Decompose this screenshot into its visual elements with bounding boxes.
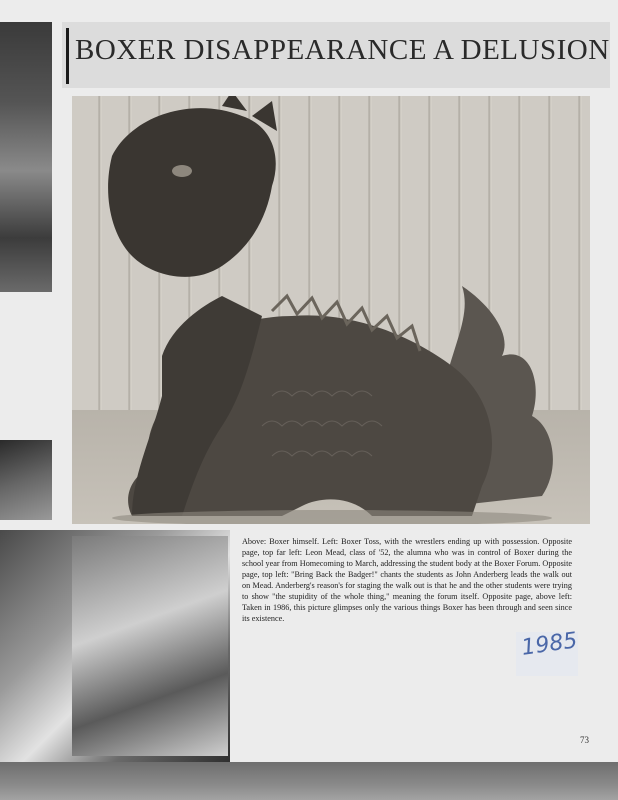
photo-caption: Above: Boxer himself. Left: Boxer Toss, with the wrestlers ending up with possession. Opposite page, top far left: Leon Mead, class of '52, the alumna who was in control of Boxer during the school year from Homecoming to March, addressing the student body at the Boxer Forum. Opposite page, top left: "Bring Back the Badger!" chants the students as John Anderberg leads the walk out on Mead. Anderberg's reason's for staging the walk out is that he and the other students were trying to show "the stupidity of the whole thing," meaning the forum itself. Opposite page, above left: Taken in 1986, this picture glimpses only the various things Boxer has been through and seen since its existence. <box>242 537 572 623</box>
bottom-edge-band <box>0 762 618 800</box>
title-rule <box>66 28 69 84</box>
left-strip-photo <box>0 22 52 292</box>
left-strip-photo-lower <box>0 440 52 520</box>
page-title: BOXER DISAPPEARANCE A DELUSION <box>75 34 610 66</box>
page-number: 73 <box>580 735 589 745</box>
bottom-photo-wrestlers <box>72 536 228 756</box>
main-photo <box>72 96 590 524</box>
handwritten-year: 1985 <box>520 628 579 661</box>
boxer-statue-icon <box>72 96 590 524</box>
